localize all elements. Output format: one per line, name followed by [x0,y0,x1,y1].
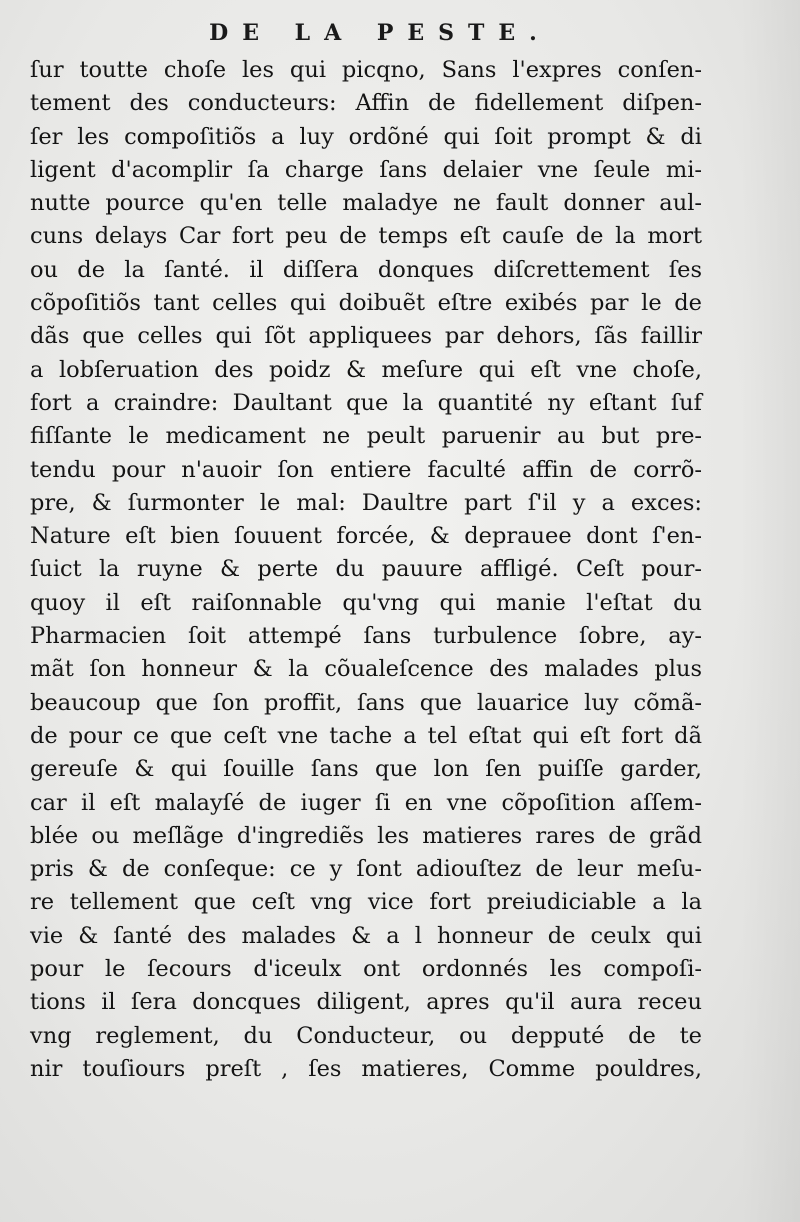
page-edge-shadow [740,0,800,1222]
text-line: fort a craindre: Daultant que la quantité ny eſtant ſuf [30,389,702,416]
text-line: nutte pource qu'en telle maladye ne fault donner aul- [30,190,702,217]
text-line: cuns delays Car fort peu de temps eſt cauſe de la mort [30,223,702,250]
text-line: pre, & ſurmonter le mal: Daultre part ſ'il y a exces: [30,489,702,516]
text-line: de pour ce que ceſt vne tache a tel eſtat qui eſt fort dã [30,722,702,749]
text-line: pris & de conſeque: ce y ſont adiouſtez de leur meſu- [30,856,702,883]
text-line: nir touſiours preſt , ſes matieres, Comme pouldres, [30,1055,702,1082]
text-line: car il eſt malayſé de iuger ſi en vne cõpoſition aſſem- [30,789,702,816]
text-line: tendu pour n'auoir ſon entiere faculté affin de corrõ- [30,456,702,483]
text-line: ou de la ſanté. il diſſera donques diſcrettement ſes [30,256,702,283]
text-line: cõpoſitiõs tant celles qui doibuẽt eſtre exibés par le de [30,290,702,317]
text-line: ſuict la ruyne & perte du pauure affligé. Ceſt pour- [30,556,702,583]
text-line: gereuſe & qui ſouille ſans que lon ſen puiſſe garder, [30,756,702,783]
text-line: Nature eſt bien ſouuent forcée, & deprauee dont ſ'en- [30,523,702,550]
text-line: mãt ſon honneur & la cõualeſcence des malades plus [30,656,702,683]
text-line: re tellement que ceſt vng vice fort preiudiciable a la [30,889,702,916]
text-line: vie & ſanté des malades & a l honneur de ceulx qui [30,922,702,949]
text-line: ſer les compoſitiõs a luy ordõné qui ſoit prompt & di [30,123,702,150]
body-text [30,54,702,1086]
text-line: tions il ſera doncques diligent, apres qu'il aura receu [30,989,702,1016]
text-line: beaucoup que ſon proffit, ſans que lauarice luy cõmã- [30,689,702,716]
text-line: pour le ſecours d'iceulx ont ordonnés les compoſi- [30,956,702,983]
text-line: Pharmacien ſoit attempé ſans turbulence ſobre, ay- [30,623,702,650]
text-line: fiſſante le medicament ne peult paruenir au but pre- [30,423,702,450]
text-line: blée ou meſlãge d'ingrediẽs les matieres rares de grãd [30,822,702,849]
running-head: DE LA PESTE. [209,20,551,46]
text-line: a lobſeruation des poidz & meſure qui eſt vne choſe, [30,356,702,383]
text-line: dãs que celles qui ſõt appliquees par dehors, ſãs faillir [30,323,702,350]
text-line: ſur toutte choſe les qui picqno, Sans l'expres conſen- [30,57,702,83]
text-line: vng reglement, du Conducteur, ou depputé de te [30,1022,702,1049]
text-line: tement des conducteurs: Affin de fidellement diſpen- [30,90,702,117]
text-line: quoy il eſt raiſonnable qu'vng qui manie l'eſtat du [30,589,702,616]
text-line: ligent d'acomplir ſa charge ſans delaier vne ſeule mi- [30,156,702,183]
